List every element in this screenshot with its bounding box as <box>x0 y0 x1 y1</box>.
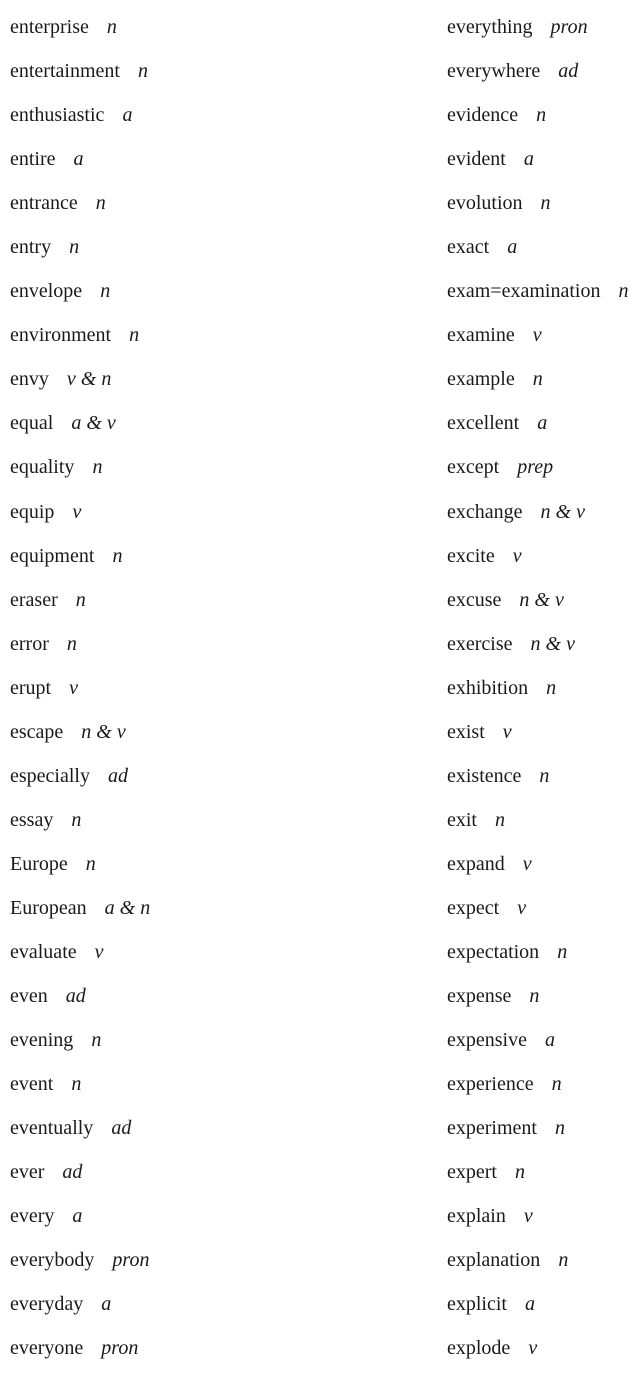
vocab-entry <box>10 1111 430 1155</box>
part-of-speech: n <box>92 456 103 479</box>
vocab-word: examine <box>447 324 515 347</box>
vocab-entry <box>10 1199 430 1243</box>
vocab-word: everyone <box>10 1337 84 1360</box>
part-of-speech: n <box>539 764 550 787</box>
part-of-speech: n <box>85 852 96 875</box>
vocab-word: entry <box>10 236 52 259</box>
vocab-entry <box>10 1331 430 1375</box>
vocab-word: example <box>447 368 515 391</box>
part-of-speech: a & v <box>71 412 116 435</box>
vocab-entry <box>10 891 430 935</box>
vocab-word: excite <box>447 544 495 567</box>
part-of-speech: n <box>495 808 505 831</box>
vocab-word: experiment <box>447 1117 537 1140</box>
part-of-speech: n <box>532 368 543 391</box>
part-of-speech: a <box>72 1205 83 1228</box>
vocab-word: even <box>10 985 48 1008</box>
vocab-entry <box>447 847 643 891</box>
part-of-speech: v <box>69 676 78 699</box>
vocab-entry <box>447 274 643 318</box>
vocab-entry <box>447 495 643 539</box>
vocab-word: exhibition <box>447 676 529 699</box>
vocab-entry <box>447 318 643 362</box>
vocab-word: expensive <box>447 1029 527 1052</box>
part-of-speech: n <box>546 676 557 699</box>
vocab-entry <box>447 759 643 803</box>
vocab-word: excellent <box>447 412 520 435</box>
vocab-entry <box>10 54 430 98</box>
vocab-word: Europe <box>10 852 68 875</box>
part-of-speech: ad <box>107 764 128 787</box>
vocab-entry <box>447 362 643 406</box>
part-of-speech: n <box>71 808 82 831</box>
vocab-entry <box>447 1067 643 1111</box>
vocab-entry <box>447 1111 643 1155</box>
vocab-entry <box>10 362 430 406</box>
vocab-entry <box>10 583 430 627</box>
part-of-speech: ad <box>111 1117 132 1140</box>
vocab-entry <box>10 1023 430 1067</box>
part-of-speech: a <box>101 1293 112 1316</box>
vocab-word: especially <box>10 764 90 787</box>
vocab-entry <box>10 230 430 274</box>
vocab-word: enthusiastic <box>10 104 105 127</box>
vocab-entry <box>447 803 643 847</box>
vocab-word: entrance <box>10 192 78 215</box>
part-of-speech: v <box>528 1337 538 1360</box>
vocab-word: European <box>10 896 87 919</box>
vocab-word: escape <box>10 720 64 743</box>
vocab-word: expand <box>447 852 505 875</box>
vocab-word: equip <box>10 500 55 523</box>
part-of-speech: n <box>558 1249 569 1272</box>
vocab-entry <box>10 98 430 142</box>
vocab-entry <box>10 142 430 186</box>
vocab-entry <box>10 759 430 803</box>
part-of-speech: v <box>522 852 532 875</box>
vocab-entry <box>10 406 430 450</box>
part-of-speech: n <box>69 236 80 259</box>
part-of-speech: n <box>95 192 106 215</box>
part-of-speech: n & v <box>81 720 126 743</box>
vocab-entry <box>447 935 643 979</box>
vocab-word: expect <box>447 896 500 919</box>
vocab-entry <box>10 1287 430 1331</box>
vocab-entry <box>447 142 643 186</box>
part-of-speech: n <box>129 324 140 347</box>
part-of-speech: n <box>536 104 547 127</box>
part-of-speech: n <box>529 985 540 1008</box>
vocab-word: everyday <box>10 1293 84 1316</box>
vocab-word: evolution <box>447 192 523 215</box>
part-of-speech: n <box>112 544 123 567</box>
vocab-word: essay <box>10 808 54 831</box>
vocab-entry <box>10 539 430 583</box>
vocab-word: everywhere <box>447 60 541 83</box>
vocab-entry <box>447 98 643 142</box>
part-of-speech: a <box>524 1293 535 1316</box>
vocab-word: event <box>10 1073 54 1096</box>
vocab-word: eventually <box>10 1117 94 1140</box>
part-of-speech: ad <box>65 985 86 1008</box>
vocab-entry <box>10 1067 430 1111</box>
part-of-speech: n <box>557 940 568 963</box>
part-of-speech: a <box>122 104 133 127</box>
vocab-entry <box>10 186 430 230</box>
vocab-word: excuse <box>447 588 502 611</box>
vocab-word: eraser <box>10 588 58 611</box>
vocab-word: expert <box>447 1161 497 1184</box>
right-word-column <box>447 10 643 1375</box>
vocab-word: explain <box>447 1205 506 1228</box>
vocab-word: existence <box>447 764 522 787</box>
vocab-entry <box>447 10 643 54</box>
vocab-entry <box>447 186 643 230</box>
vocab-entry <box>447 1331 643 1375</box>
part-of-speech: n <box>75 588 86 611</box>
part-of-speech: pron <box>550 16 588 38</box>
vocab-entry <box>447 627 643 671</box>
part-of-speech: n <box>71 1073 82 1096</box>
vocab-word: erupt <box>10 676 52 699</box>
vocab-word: evening <box>10 1029 74 1052</box>
part-of-speech: ad <box>62 1161 83 1184</box>
part-of-speech: n <box>91 1029 102 1052</box>
vocab-entry <box>10 979 430 1023</box>
vocab-entry <box>10 803 430 847</box>
part-of-speech: n & v <box>530 632 575 655</box>
part-of-speech: n <box>554 1117 565 1140</box>
vocab-entry <box>447 230 643 274</box>
vocab-word: experience <box>447 1073 534 1096</box>
part-of-speech: v <box>532 324 542 347</box>
vocab-word: expectation <box>447 940 540 963</box>
part-of-speech: n & v <box>519 588 564 611</box>
vocab-entry <box>447 54 643 98</box>
vocab-entry <box>447 715 643 759</box>
vocab-word: exist <box>447 720 485 743</box>
part-of-speech: v & n <box>66 368 112 391</box>
vocab-word: except <box>447 456 500 479</box>
vocab-entry <box>10 450 430 494</box>
vocab-entry <box>10 671 430 715</box>
vocab-entry <box>447 539 643 583</box>
part-of-speech: n <box>540 192 551 215</box>
vocab-entry <box>447 1199 643 1243</box>
vocab-word: exam=examination <box>447 280 601 303</box>
vocab-entry <box>447 583 643 627</box>
part-of-speech: v <box>94 940 104 963</box>
part-of-speech: a <box>507 236 518 259</box>
vocab-word: expense <box>447 985 512 1008</box>
part-of-speech: pron <box>112 1249 150 1272</box>
part-of-speech: n <box>514 1161 525 1184</box>
vocab-entry <box>10 627 430 671</box>
vocab-word: explanation <box>447 1249 541 1272</box>
vocab-entry <box>447 1243 643 1287</box>
part-of-speech: ad <box>558 60 579 83</box>
vocab-word: everybody <box>10 1249 95 1272</box>
vocab-entry <box>10 1243 430 1287</box>
left-word-column <box>10 10 430 1375</box>
vocab-entry <box>10 715 430 759</box>
vocab-entry <box>447 406 643 450</box>
part-of-speech: n <box>551 1073 562 1096</box>
vocab-entry <box>447 979 643 1023</box>
part-of-speech: v <box>512 544 522 567</box>
vocab-entry <box>447 450 643 494</box>
vocab-word: exercise <box>447 632 513 655</box>
vocab-word: explode <box>447 1337 511 1360</box>
vocab-word: environment <box>10 324 112 347</box>
part-of-speech: n <box>137 60 148 83</box>
part-of-speech: v <box>523 1205 533 1228</box>
part-of-speech: n & v <box>540 500 585 523</box>
vocab-entry <box>447 1023 643 1067</box>
vocab-word: exchange <box>447 500 523 523</box>
vocab-word: exact <box>447 236 490 259</box>
part-of-speech: prep <box>517 456 554 479</box>
vocab-word: explicit <box>447 1293 507 1316</box>
vocab-word: exit <box>447 808 477 831</box>
vocab-entry <box>10 935 430 979</box>
part-of-speech: v <box>72 500 82 523</box>
part-of-speech: n <box>618 280 629 303</box>
vocab-word: equipment <box>10 544 95 567</box>
part-of-speech: a & n <box>104 896 151 919</box>
part-of-speech: a <box>537 412 548 435</box>
vocab-entry <box>10 847 430 891</box>
part-of-speech: a <box>73 148 84 171</box>
vocab-word: evidence <box>447 104 519 127</box>
vocab-entry <box>10 1155 430 1199</box>
vocab-word: evident <box>447 148 506 171</box>
part-of-speech: a <box>544 1029 555 1052</box>
vocab-word: error <box>10 632 49 655</box>
vocab-word: equality <box>10 456 75 479</box>
part-of-speech: a <box>523 148 534 171</box>
vocab-entry <box>10 318 430 362</box>
vocab-entry <box>10 274 430 318</box>
vocab-entry <box>10 495 430 539</box>
vocab-word: entire <box>10 148 56 171</box>
vocab-entry <box>447 1155 643 1199</box>
vocab-entry <box>447 891 643 935</box>
part-of-speech: n <box>106 16 117 38</box>
vocab-word: envy <box>10 368 49 391</box>
vocab-word: everything <box>447 16 533 38</box>
vocab-word: ever <box>10 1161 45 1184</box>
part-of-speech: n <box>100 280 111 303</box>
part-of-speech: n <box>66 632 77 655</box>
vocab-word: envelope <box>10 280 83 303</box>
vocab-word: enterprise <box>10 16 89 38</box>
vocab-word: entertainment <box>10 60 120 83</box>
part-of-speech: v <box>502 720 512 743</box>
part-of-speech: v <box>517 896 527 919</box>
part-of-speech: pron <box>101 1337 139 1360</box>
vocab-word: equal <box>10 412 54 435</box>
vocab-word: every <box>10 1205 55 1228</box>
vocab-entry <box>447 1287 643 1331</box>
vocab-entry <box>447 671 643 715</box>
vocab-entry <box>10 10 430 54</box>
vocab-word: evaluate <box>10 940 77 963</box>
